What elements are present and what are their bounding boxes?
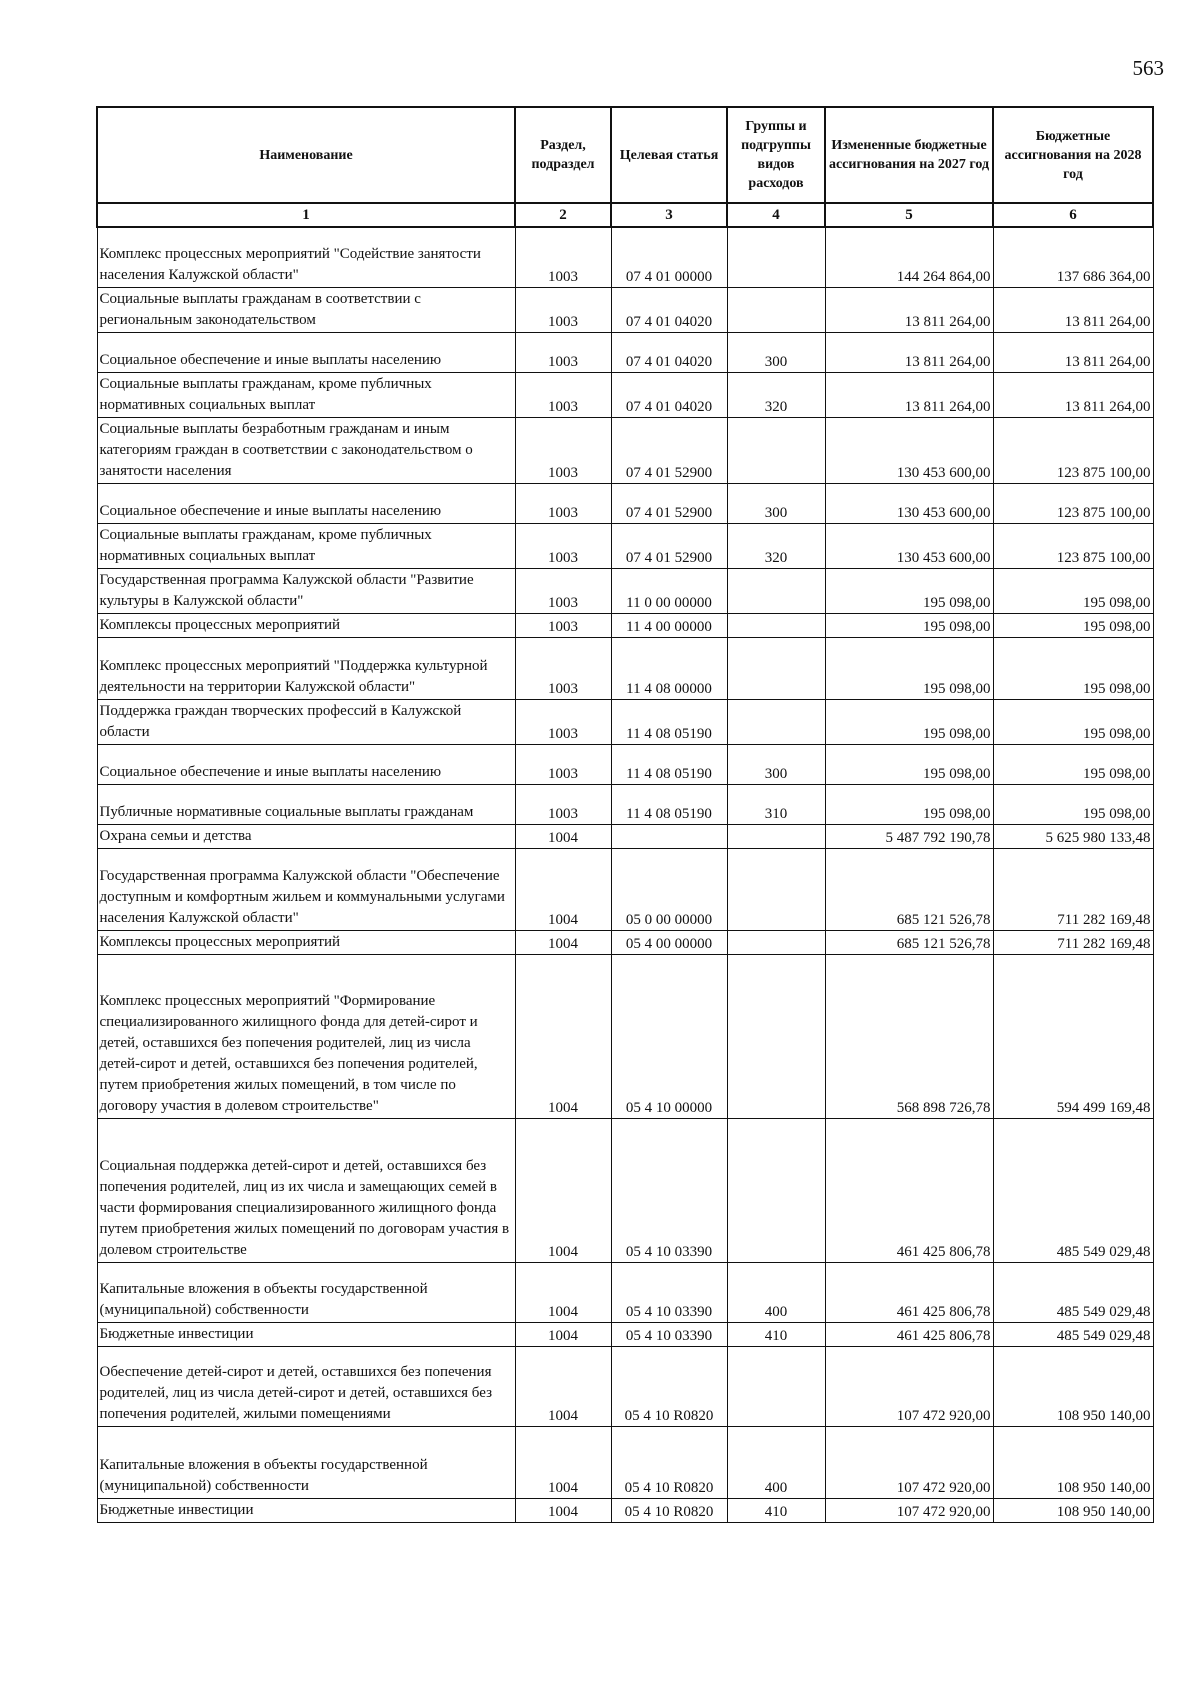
row-section: 1004: [515, 1118, 611, 1262]
header-2027: Измененные бюджетные ассигнования на 2027 год: [825, 107, 993, 203]
row-section: 1003: [515, 699, 611, 744]
row-article: 11 0 00 00000: [611, 568, 727, 613]
row-group: [727, 848, 825, 930]
column-number: 1: [97, 203, 515, 227]
table-row: [97, 1426, 1153, 1498]
row-amount-2028: 711 282 169,48: [993, 848, 1153, 930]
budget-table: [96, 106, 1154, 1523]
row-group: [727, 1118, 825, 1262]
row-article: 05 4 10 00000: [611, 954, 727, 1118]
row-amount-2028: 13 811 264,00: [993, 332, 1153, 372]
row-article: 05 4 10 R0820: [611, 1498, 727, 1522]
row-article: 11 4 08 05190: [611, 699, 727, 744]
column-number: 2: [515, 203, 611, 227]
row-article: 07 4 01 00000: [611, 227, 727, 287]
row-group: [727, 613, 825, 637]
row-group: 410: [727, 1498, 825, 1522]
row-amount-2028: 195 098,00: [993, 784, 1153, 824]
row-group: [727, 930, 825, 954]
row-amount-2027: 685 121 526,78: [825, 848, 993, 930]
row-section: 1003: [515, 287, 611, 332]
row-name: Поддержка граждан творческих профессий в Калужской области: [97, 699, 515, 744]
row-name: Комплекс процессных мероприятий "Поддержка культурной деятельности на территории Калужской области": [97, 637, 515, 699]
row-section: 1004: [515, 1498, 611, 1522]
row-name: Социальное обеспечение и иные выплаты населению: [97, 483, 515, 523]
table-row: [97, 784, 1153, 824]
table-row: [97, 1262, 1153, 1322]
row-amount-2027: 130 453 600,00: [825, 483, 993, 523]
row-group: [727, 637, 825, 699]
row-article: 11 4 08 00000: [611, 637, 727, 699]
row-article: 11 4 08 05190: [611, 784, 727, 824]
table-row: [97, 1346, 1153, 1426]
row-group: 320: [727, 372, 825, 417]
column-number: 6: [993, 203, 1153, 227]
row-section: 1004: [515, 954, 611, 1118]
row-amount-2027: 195 098,00: [825, 637, 993, 699]
row-article: 07 4 01 04020: [611, 287, 727, 332]
row-name: Социальное обеспечение и иные выплаты населению: [97, 332, 515, 372]
row-amount-2027: 195 098,00: [825, 699, 993, 744]
row-amount-2028: 108 950 140,00: [993, 1426, 1153, 1498]
row-article: 05 4 10 03390: [611, 1262, 727, 1322]
row-section: 1004: [515, 1322, 611, 1346]
column-number: 5: [825, 203, 993, 227]
row-section: 1003: [515, 744, 611, 784]
table-row: [97, 744, 1153, 784]
table-row: [97, 637, 1153, 699]
row-amount-2028: 594 499 169,48: [993, 954, 1153, 1118]
header-group: Группы и подгруппы видов расходов: [727, 107, 825, 203]
table-row: [97, 568, 1153, 613]
row-amount-2027: 144 264 864,00: [825, 227, 993, 287]
row-amount-2027: 5 487 792 190,78: [825, 824, 993, 848]
row-section: 1004: [515, 848, 611, 930]
row-name: Социальные выплаты безработным гражданам и иным категориям граждан в соответствии с законодательством о занятости населения: [97, 417, 515, 483]
row-name: Государственная программа Калужской области "Обеспечение доступным и комфортным жильем и коммунальными услугами населения Калужской области": [97, 848, 515, 930]
row-group: 300: [727, 483, 825, 523]
row-article: 05 4 00 00000: [611, 930, 727, 954]
row-amount-2028: 485 549 029,48: [993, 1118, 1153, 1262]
row-section: 1003: [515, 637, 611, 699]
row-amount-2028: 195 098,00: [993, 613, 1153, 637]
row-amount-2027: 130 453 600,00: [825, 523, 993, 568]
column-number: 4: [727, 203, 825, 227]
table-row: [97, 227, 1153, 287]
row-section: 1003: [515, 417, 611, 483]
row-amount-2028: 123 875 100,00: [993, 523, 1153, 568]
row-section: 1004: [515, 930, 611, 954]
row-section: 1004: [515, 1426, 611, 1498]
row-amount-2027: 195 098,00: [825, 613, 993, 637]
page-number: 563: [1132, 56, 1164, 80]
row-amount-2027: 13 811 264,00: [825, 332, 993, 372]
table-row: [97, 332, 1153, 372]
row-name: Публичные нормативные социальные выплаты гражданам: [97, 784, 515, 824]
row-amount-2028: 195 098,00: [993, 568, 1153, 613]
row-group: 300: [727, 744, 825, 784]
table-row: [97, 417, 1153, 483]
table-row: [97, 1118, 1153, 1262]
row-name: Комплекс процессных мероприятий "Содействие занятости населения Калужской области": [97, 227, 515, 287]
column-number: 3: [611, 203, 727, 227]
row-section: 1003: [515, 613, 611, 637]
table-row: [97, 1322, 1153, 1346]
row-amount-2027: 461 425 806,78: [825, 1262, 993, 1322]
row-group: [727, 568, 825, 613]
row-group: 400: [727, 1426, 825, 1498]
row-amount-2028: 137 686 364,00: [993, 227, 1153, 287]
row-group: [727, 287, 825, 332]
row-group: 310: [727, 784, 825, 824]
row-amount-2027: 107 472 920,00: [825, 1346, 993, 1426]
row-article: 05 4 10 03390: [611, 1322, 727, 1346]
row-article: 07 4 01 52900: [611, 417, 727, 483]
row-group: [727, 824, 825, 848]
table-row: [97, 613, 1153, 637]
row-group: 320: [727, 523, 825, 568]
row-amount-2028: 123 875 100,00: [993, 483, 1153, 523]
row-amount-2028: 711 282 169,48: [993, 930, 1153, 954]
row-amount-2028: 13 811 264,00: [993, 287, 1153, 332]
header-row: [97, 107, 1153, 203]
row-amount-2028: 485 549 029,48: [993, 1262, 1153, 1322]
row-amount-2027: 195 098,00: [825, 568, 993, 613]
row-article: 05 4 10 R0820: [611, 1346, 727, 1426]
row-name: Обеспечение детей-сирот и детей, оставшихся без попечения родителей, лиц из числа детей-сирот и детей, оставшихся без попечения родителей, жилыми помещениями: [97, 1346, 515, 1426]
table-row: [97, 699, 1153, 744]
row-amount-2028: 5 625 980 133,48: [993, 824, 1153, 848]
row-amount-2028: 485 549 029,48: [993, 1322, 1153, 1346]
row-name: Бюджетные инвестиции: [97, 1498, 515, 1522]
row-amount-2027: 107 472 920,00: [825, 1498, 993, 1522]
row-amount-2027: 130 453 600,00: [825, 417, 993, 483]
row-amount-2028: 108 950 140,00: [993, 1346, 1153, 1426]
table-row: [97, 1498, 1153, 1522]
row-article: 07 4 01 52900: [611, 523, 727, 568]
table-row: [97, 954, 1153, 1118]
row-group: [727, 699, 825, 744]
row-section: 1003: [515, 523, 611, 568]
row-section: 1003: [515, 483, 611, 523]
row-amount-2028: 123 875 100,00: [993, 417, 1153, 483]
row-article: 05 0 00 00000: [611, 848, 727, 930]
row-section: 1003: [515, 332, 611, 372]
row-section: 1004: [515, 1346, 611, 1426]
header-2028: Бюджетные ассигнования на 2028 год: [993, 107, 1153, 203]
row-name: Социальная поддержка детей-сирот и детей, оставшихся без попечения родителей, лиц из их числа и замещающих семей в части формирования специализированного жилищного фонда путем приобретения жилых помещений по договорам участия в долевом строительстве: [97, 1118, 515, 1262]
table-row: [97, 372, 1153, 417]
row-article: 07 4 01 04020: [611, 372, 727, 417]
row-amount-2027: 461 425 806,78: [825, 1118, 993, 1262]
row-group: [727, 954, 825, 1118]
table-row: [97, 523, 1153, 568]
row-section: 1003: [515, 568, 611, 613]
row-article: 11 4 00 00000: [611, 613, 727, 637]
row-article: 11 4 08 05190: [611, 744, 727, 784]
row-article: [611, 824, 727, 848]
row-group: [727, 227, 825, 287]
row-group: 410: [727, 1322, 825, 1346]
row-name: Социальное обеспечение и иные выплаты населению: [97, 744, 515, 784]
table-row: [97, 483, 1153, 523]
row-article: 05 4 10 03390: [611, 1118, 727, 1262]
row-name: Комплексы процессных мероприятий: [97, 613, 515, 637]
table-row: [97, 930, 1153, 954]
row-name: Комплексы процессных мероприятий: [97, 930, 515, 954]
row-amount-2028: 195 098,00: [993, 699, 1153, 744]
row-name: Социальные выплаты гражданам, кроме публичных нормативных социальных выплат: [97, 372, 515, 417]
table-row: [97, 824, 1153, 848]
row-group: 400: [727, 1262, 825, 1322]
table-row: [97, 848, 1153, 930]
row-group: 300: [727, 332, 825, 372]
table-body: [97, 227, 1153, 1522]
row-section: 1003: [515, 227, 611, 287]
row-name: Бюджетные инвестиции: [97, 1322, 515, 1346]
row-amount-2027: 568 898 726,78: [825, 954, 993, 1118]
row-article: 07 4 01 04020: [611, 332, 727, 372]
row-group: [727, 1346, 825, 1426]
row-amount-2027: 13 811 264,00: [825, 372, 993, 417]
row-amount-2028: 195 098,00: [993, 637, 1153, 699]
row-amount-2027: 13 811 264,00: [825, 287, 993, 332]
row-group: [727, 417, 825, 483]
row-amount-2027: 685 121 526,78: [825, 930, 993, 954]
row-name: Социальные выплаты гражданам в соответствии с региональным законодательством: [97, 287, 515, 332]
row-section: 1003: [515, 372, 611, 417]
header-article: Целевая статья: [611, 107, 727, 203]
column-number-row: [97, 203, 1153, 227]
row-amount-2028: 108 950 140,00: [993, 1498, 1153, 1522]
row-amount-2027: 195 098,00: [825, 784, 993, 824]
header-section: Раздел, подраздел: [515, 107, 611, 203]
row-amount-2028: 195 098,00: [993, 744, 1153, 784]
row-amount-2028: 13 811 264,00: [993, 372, 1153, 417]
row-name: Социальные выплаты гражданам, кроме публичных нормативных социальных выплат: [97, 523, 515, 568]
row-name: Комплекс процессных мероприятий "Формирование специализированного жилищного фонда для детей-сирот и детей, оставшихся без попечения родителей, лиц из числа детей-сирот и детей, оставшихся без попечения родителей, путем приобретения жилых помещений, в том числе по договору участия в долевом строительстве": [97, 954, 515, 1118]
row-name: Охрана семьи и детства: [97, 824, 515, 848]
row-section: 1004: [515, 824, 611, 848]
row-amount-2027: 195 098,00: [825, 744, 993, 784]
row-name: Государственная программа Калужской области "Развитие культуры в Калужской области": [97, 568, 515, 613]
row-amount-2027: 461 425 806,78: [825, 1322, 993, 1346]
header-name: Наименование: [97, 107, 515, 203]
table-row: [97, 287, 1153, 332]
row-section: 1003: [515, 784, 611, 824]
row-article: 05 4 10 R0820: [611, 1426, 727, 1498]
row-amount-2027: 107 472 920,00: [825, 1426, 993, 1498]
row-name: Капитальные вложения в объекты государственной (муниципальной) собственности: [97, 1426, 515, 1498]
row-article: 07 4 01 52900: [611, 483, 727, 523]
row-name: Капитальные вложения в объекты государственной (муниципальной) собственности: [97, 1262, 515, 1322]
row-section: 1004: [515, 1262, 611, 1322]
